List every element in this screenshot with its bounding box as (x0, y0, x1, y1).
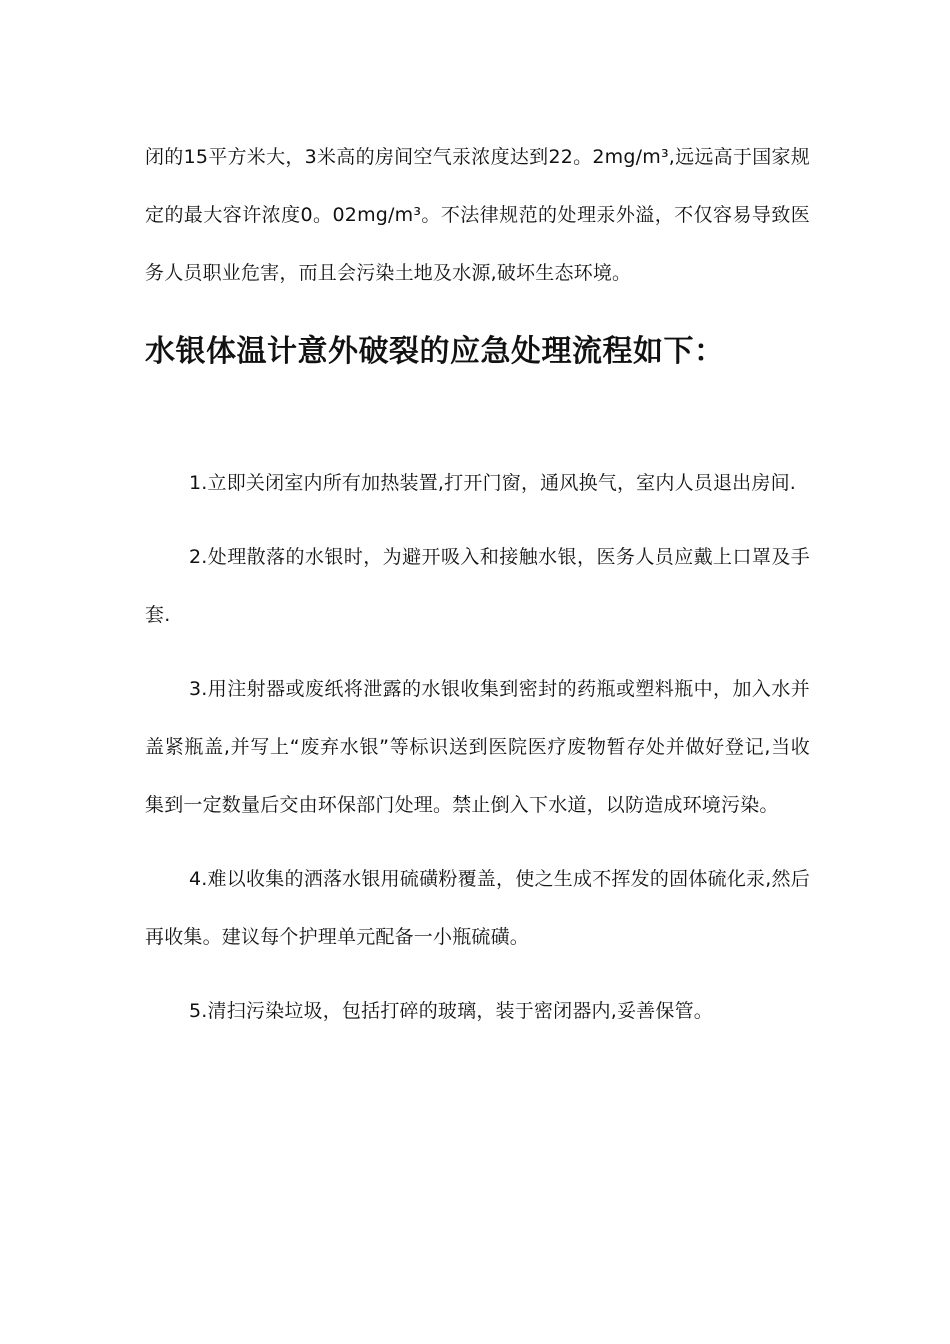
step-2-paragraph: 2.处理散落的水银时，为避开吸入和接触水银，医务人员应戴上口罩及手套. (145, 546, 810, 626)
step-3-paragraph: 3.用注射器或废纸将泄露的水银收集到密封的药瓶或塑料瓶中，加入水并盖紧瓶盖,并写上“废弃水银”等标识送到医院医疗废物暂存处并做好登记,当收集到一定数量后交由环保部门处理。禁止倒入下水道，以防造成环境污染。 (145, 678, 810, 816)
step-4-paragraph: 4.难以收集的洒落水银用硫磺粉覆盖，使之生成不挥发的固体硫化汞,然后再收集。建议每个护理单元配备一小瓶硫磺。 (145, 868, 810, 948)
section-heading: 水银体温计意外破裂的应急处理流程如下： (145, 334, 725, 369)
step-1-paragraph: 1.立即关闭室内所有加热装置,打开门窗，通风换气，室内人员退出房间. (189, 472, 797, 494)
step-5-paragraph: 5.清扫污染垃圾，包括打碎的玻璃，装于密闭器内,妥善保管。 (189, 1000, 713, 1022)
document-body (145, 128, 810, 1056)
intro-paragraph: 闭的15平方米大，3米高的房间空气汞浓度达到22。2mg/m³,远远高于国家规定的最大容许浓度0。02mg/m³。不法律规范的处理汞外溢，不仅容易导致医务人员职业危害，而且会污染土地及水源,破坏生态环境。 (145, 146, 810, 284)
